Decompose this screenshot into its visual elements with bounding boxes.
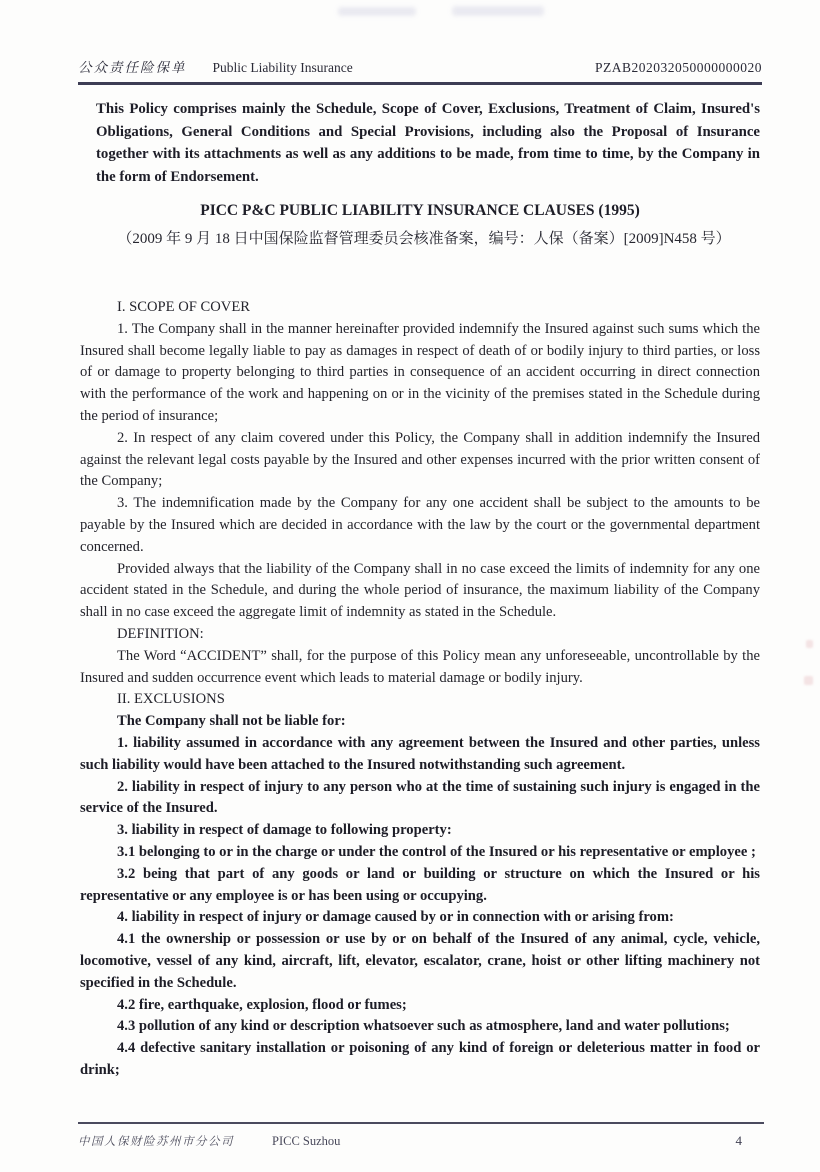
intro-paragraph: This Policy comprises mainly the Schedule, Scope of Cover, Exclusions, Treatment of Claim, Insured's Obligations, General Conditions and Special Provisions, including also the Proposal of Insurance together with its attachments as well as any additions to be made, from time to time, by the Company in the form of Endorsement. [96, 101, 760, 185]
clauses-title: PICC P&C PUBLIC LIABILITY INSURANCE CLAUSES (1995) [200, 202, 640, 219]
body-paragraphs [80, 297, 760, 1082]
body-paragraph: 4.1 the ownership or possession or use by or on behalf of the Insured of any animal, cycle, vehicle, locomotive, vessel of any kind, aircraft, lift, elevator, escalator, crane, hoist or other lifting machinery not specified in the Schedule. [80, 931, 760, 991]
scan-artifact [338, 7, 416, 16]
body-paragraph: 2. In respect of any claim covered under this Policy, the Company shall in addition indemnify the Insured against the relevant legal costs payable by the Insured and other expenses incurred with the prior written consent of the Company; [80, 429, 760, 490]
footer-company-chinese: 中国人保财险苏州市分公司 [78, 1136, 234, 1148]
body-paragraph: 1. The Company shall in the manner hereinafter provided indemnify the Insured against such sums which the Insured shall become legally liable to pay as damages in respect of death of or bodily injury to third parties, or loss of or damage to property belonging to third parties in consequence of an accident occurring in direct connection with the performance of the work and happening on or in the vicinity of the premises stated in the Schedule during the period of insurance; [80, 320, 760, 424]
page-number: 4 [735, 1133, 742, 1148]
doc-type-chinese: 公众责任险保单 [78, 60, 187, 75]
policy-number: PZAB202032050000000020 [594, 60, 762, 75]
body-paragraph: 4.3 pollution of any kind or description whatsoever such as atmosphere, land and water pollutions; [117, 1018, 730, 1035]
page-footer [78, 1122, 764, 1149]
body-paragraph: 4.4 defective sanitary installation or poisoning of any kind of foreign or deleterious matter in food or drink; [80, 1040, 760, 1078]
body-paragraph: 3.2 being that part of any goods or land or building or structure on which the Insured or his representative or any employee is or has been using or occupying. [80, 865, 760, 904]
body-paragraph: 3. liability in respect of damage to following property: [117, 822, 452, 839]
scan-artifact [806, 640, 813, 648]
body-paragraph: II. EXCLUSIONS [117, 691, 225, 708]
page-header [78, 56, 762, 85]
footer-company-english: PICC Suzhou [272, 1134, 341, 1148]
body-paragraph: 4.2 fire, earthquake, explosion, flood or fumes; [117, 996, 407, 1013]
body-paragraph: The Company shall not be liable for: [117, 713, 346, 730]
body-paragraph: DEFINITION: [117, 625, 204, 642]
clauses-filing-note: （2009 年 9 月 18 日中国保险监督管理委员会核准备案，编号：人保（备案）[2009]N458 号） [117, 231, 731, 247]
body-paragraph: I. SCOPE OF COVER [117, 299, 250, 315]
scan-artifact [452, 6, 544, 16]
doc-type-english: Public Liability Insurance [212, 60, 353, 75]
scan-artifact [804, 676, 813, 685]
body-paragraph: 3.1 belonging to or in the charge or under the control of the Insured or his representative or employee ; [117, 843, 756, 860]
body-paragraph: Provided always that the liability of the Company shall in no case exceed the limits of indemnity for any one accident stated in the Schedule, and during the whole period of insurance, the maximum liability of the Company shall in no case exceed the aggregate limit of indemnity as stated in the Schedule. [80, 560, 760, 621]
body-paragraph: 2. liability in respect of injury to any person who at the time of sustaining such injury is engaged in the service of the Insured. [80, 778, 760, 817]
body-paragraph: The Word “ACCIDENT” shall, for the purpose of this Policy mean any unforeseeable, uncontrollable by the Insured and sudden occurrence event which leads to material damage or bodily injury. [80, 647, 760, 686]
body-paragraph: 1. liability assumed in accordance with any agreement between the Insured and other parties, unless such liability would have been attached to the Insured notwithstanding such agreement. [80, 734, 760, 773]
body-paragraph: 4. liability in respect of injury or damage caused by or in connection with or arising from: [117, 909, 674, 926]
body-paragraph: 3. The indemnification made by the Company for any one accident shall be subject to the amounts to be payable by the Insured which are decided in accordance with the law by the court or the governmental department concerned. [80, 495, 760, 555]
